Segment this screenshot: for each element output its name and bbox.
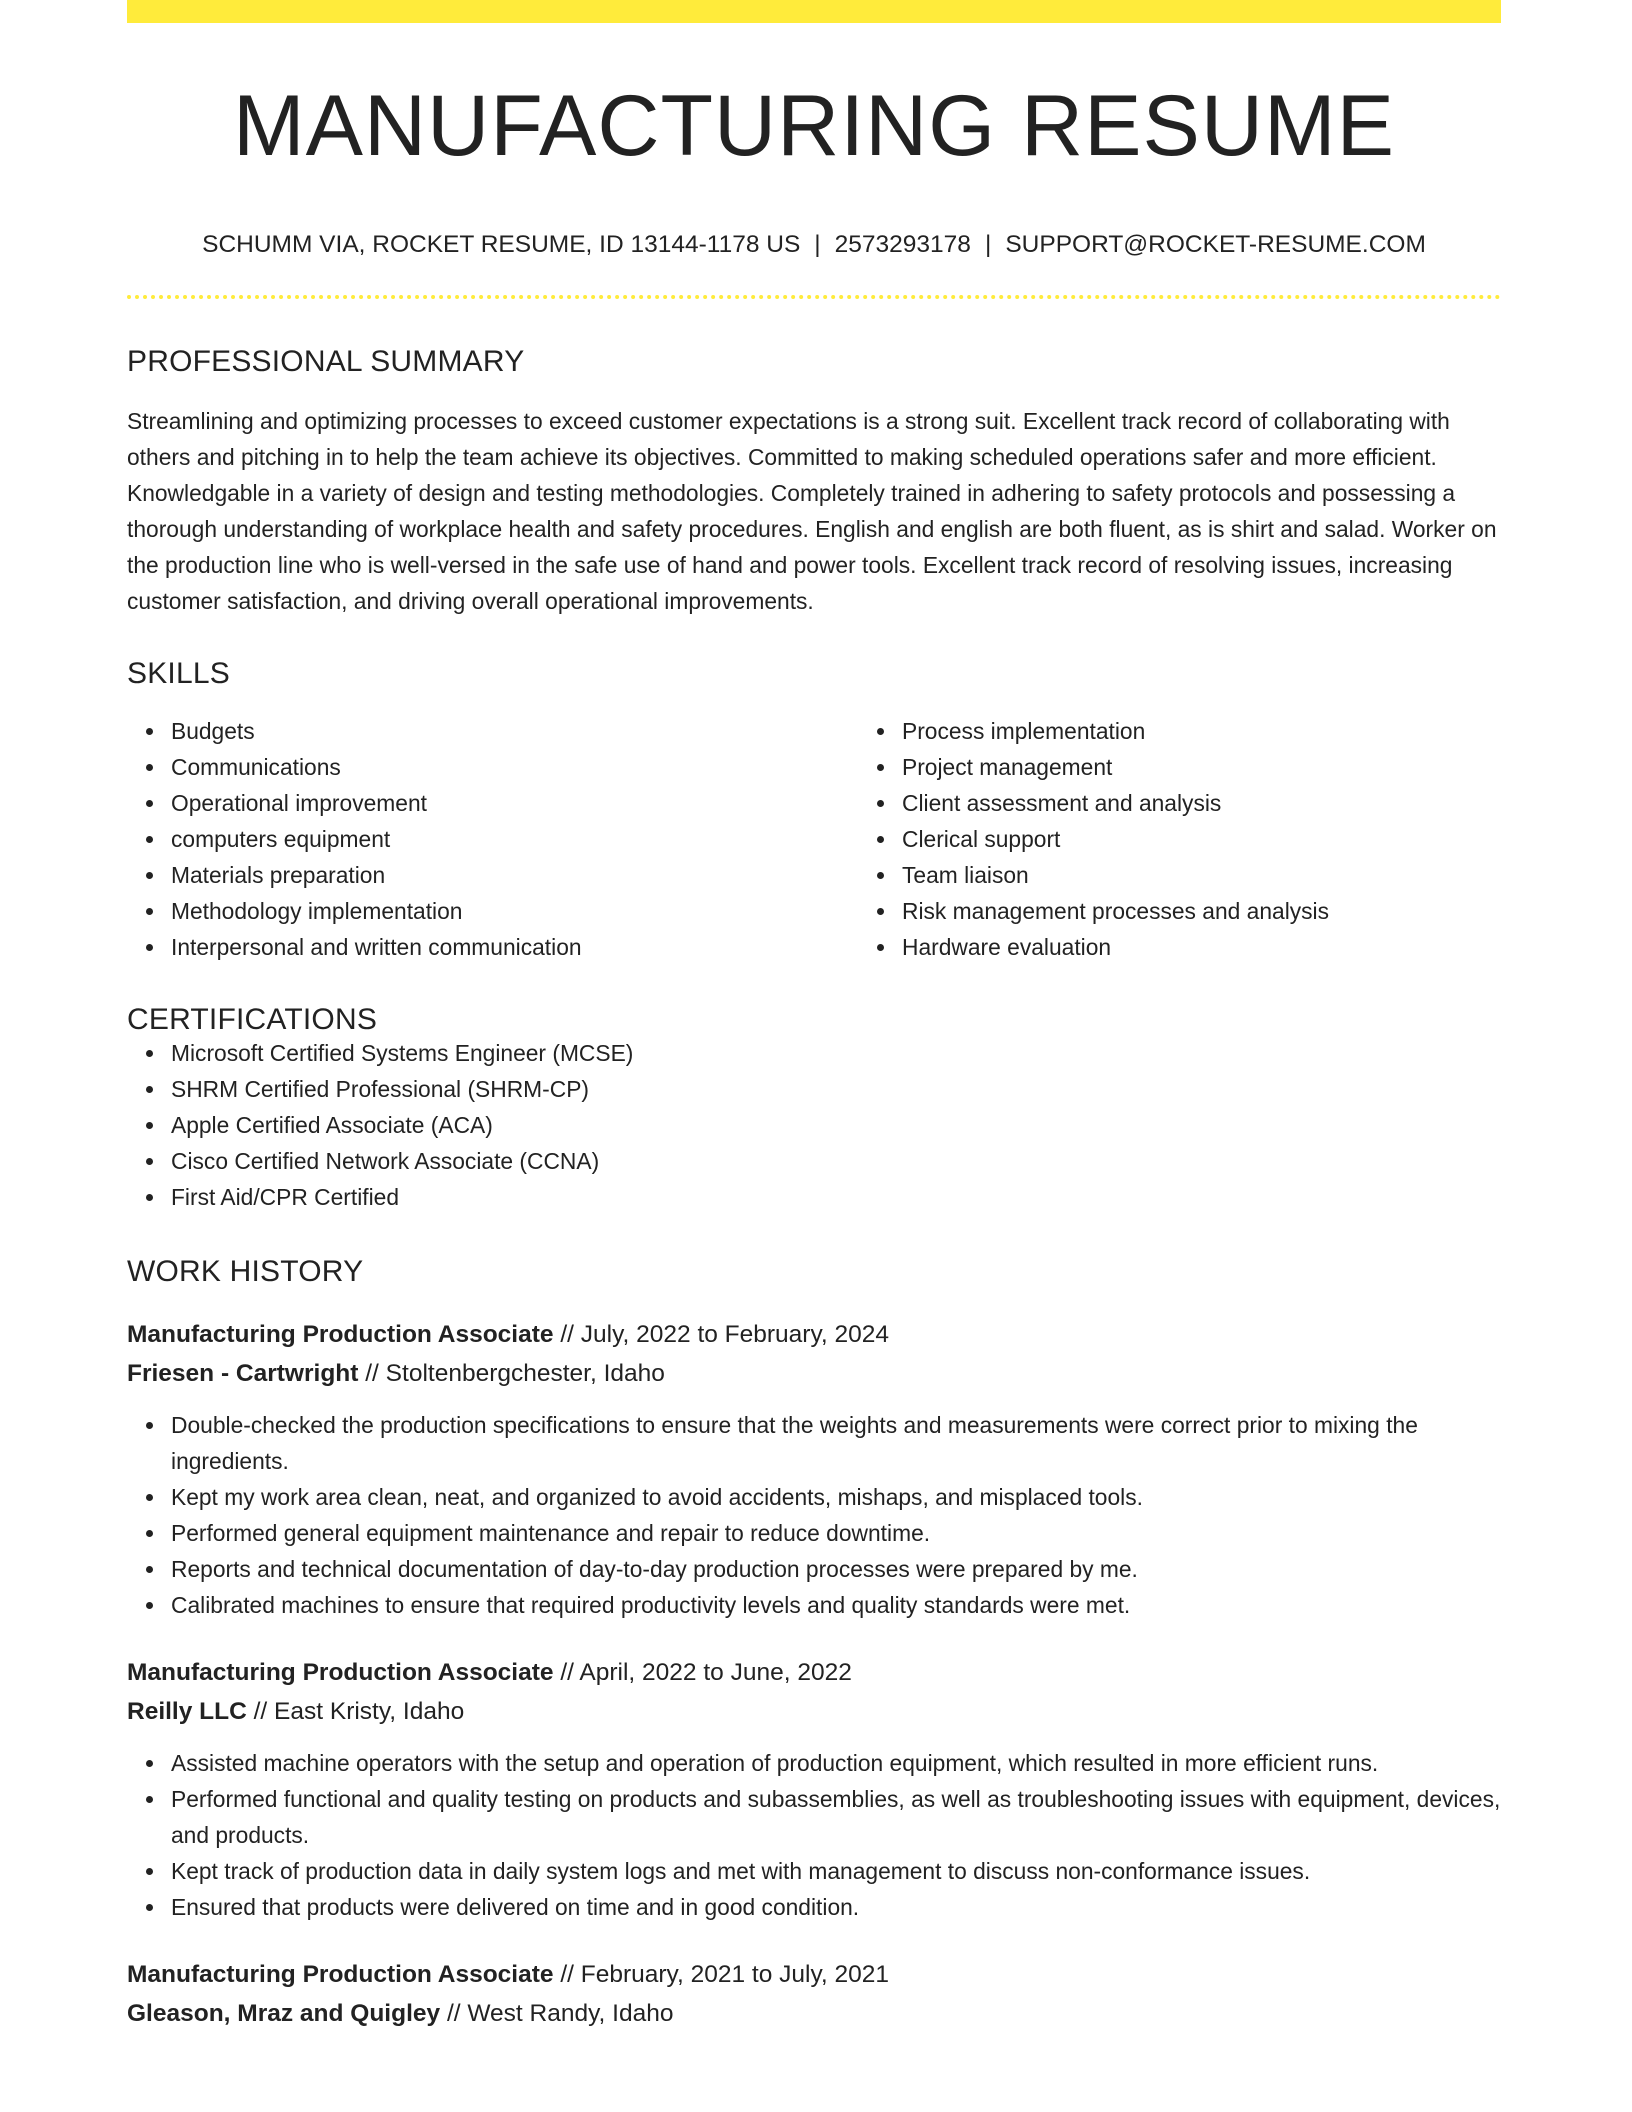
list-item: Budgets bbox=[171, 713, 858, 749]
job-location: // East Kristy, Idaho bbox=[253, 1697, 465, 1725]
contact-separator: | bbox=[814, 231, 821, 258]
job-title-line bbox=[127, 1955, 1501, 1994]
contact-address: SCHUMM VIA, ROCKET RESUME, ID 13144-1178 US bbox=[202, 231, 801, 258]
certifications-heading: CERTIFICATIONS bbox=[127, 1002, 378, 1036]
list-item: Methodology implementation bbox=[171, 893, 858, 929]
header-divider bbox=[127, 295, 1501, 299]
work-history-heading: WORK HISTORY bbox=[127, 1254, 364, 1288]
job-entry bbox=[127, 1653, 1501, 1925]
job-company: Friesen - Cartwright bbox=[127, 1359, 359, 1387]
list-item: Double-checked the production specifications to ensure that the weights and measurements were correct prior to mixing the ingredients. bbox=[171, 1407, 1501, 1479]
job-location: // Stoltenbergchester, Idaho bbox=[365, 1359, 665, 1387]
list-item: Hardware evaluation bbox=[902, 929, 1589, 965]
list-item: Process implementation bbox=[902, 713, 1589, 749]
job-company: Reilly LLC bbox=[127, 1697, 247, 1725]
job-dates: // July, 2022 to February, 2024 bbox=[560, 1320, 890, 1348]
list-item: Performed functional and quality testing on products and subassemblies, as well as troubleshooting issues with equipment, devices, and products. bbox=[171, 1781, 1501, 1853]
job-dates: // February, 2021 to July, 2021 bbox=[560, 1960, 890, 1988]
job-title-line bbox=[127, 1315, 1501, 1354]
job-company-line bbox=[127, 1994, 1501, 2033]
job-title: Manufacturing Production Associate bbox=[127, 1320, 554, 1348]
resume-page bbox=[127, 0, 1501, 2033]
contact-line bbox=[127, 233, 1501, 258]
skills-list-left bbox=[127, 713, 858, 965]
job-entry bbox=[127, 1955, 1501, 2033]
summary-heading: PROFESSIONAL SUMMARY bbox=[127, 344, 525, 378]
certifications-list bbox=[127, 1035, 1501, 1215]
list-item: Materials preparation bbox=[171, 857, 858, 893]
resume-title: MANUFACTURING RESUME bbox=[233, 78, 1395, 174]
list-item: SHRM Certified Professional (SHRM-CP) bbox=[171, 1071, 1501, 1107]
skills-heading: SKILLS bbox=[127, 656, 230, 690]
job-title: Manufacturing Production Associate bbox=[127, 1960, 554, 1988]
job-entry bbox=[127, 1315, 1501, 1623]
job-company: Gleason, Mraz and Quigley bbox=[127, 1999, 441, 2027]
job-duties-list bbox=[127, 1407, 1501, 1623]
list-item: Assisted machine operators with the setup and operation of production equipment, which resulted in more efficient runs. bbox=[171, 1745, 1501, 1781]
list-item: Client assessment and analysis bbox=[902, 785, 1589, 821]
list-item: computers equipment bbox=[171, 821, 858, 857]
job-company-line bbox=[127, 1692, 1501, 1731]
list-item: Interpersonal and written communication bbox=[171, 929, 858, 965]
job-dates: // April, 2022 to June, 2022 bbox=[560, 1658, 852, 1686]
skills-list-right bbox=[858, 713, 1589, 965]
job-title-line bbox=[127, 1653, 1501, 1692]
list-item: First Aid/CPR Certified bbox=[171, 1179, 1501, 1215]
list-item: Ensured that products were delivered on time and in good condition. bbox=[171, 1889, 1501, 1925]
job-location: // West Randy, Idaho bbox=[446, 1999, 674, 2027]
list-item: Kept track of production data in daily system logs and met with management to discuss non-conformance issues. bbox=[171, 1853, 1501, 1889]
job-company-line bbox=[127, 1354, 1501, 1393]
job-title: Manufacturing Production Associate bbox=[127, 1658, 554, 1686]
list-item: Project management bbox=[902, 749, 1589, 785]
list-item: Cisco Certified Network Associate (CCNA) bbox=[171, 1143, 1501, 1179]
list-item: Clerical support bbox=[902, 821, 1589, 857]
list-item: Communications bbox=[171, 749, 858, 785]
list-item: Risk management processes and analysis bbox=[902, 893, 1589, 929]
summary-text: Streamlining and optimizing processes to exceed customer expectations is a strong suit. Excellent track record of collaborating with others and pitching in to help the team achieve its objectives. Committed to making scheduled operations safer and more efficient. Knowledgable in a variety of design and testing methodologies. Completely trained in adhering to safety protocols and possessing a thorough understanding of workplace health and safety procedures. English and english are both fluent, as is shirt and salad. Worker on the production line who is well-versed in the safe use of hand and power tools. Excellent track record of resolving issues, increasing customer satisfaction, and driving overall operational improvements. bbox=[127, 407, 1497, 614]
contact-email: SUPPORT@ROCKET-RESUME.COM bbox=[1005, 231, 1426, 258]
list-item: Microsoft Certified Systems Engineer (MCSE) bbox=[171, 1035, 1501, 1071]
list-item: Team liaison bbox=[902, 857, 1589, 893]
list-item: Operational improvement bbox=[171, 785, 858, 821]
work-history-list bbox=[127, 1315, 1501, 2033]
top-accent-bar bbox=[127, 0, 1501, 23]
list-item: Calibrated machines to ensure that required productivity levels and quality standards were met. bbox=[171, 1587, 1501, 1623]
contact-phone: 2573293178 bbox=[834, 231, 971, 258]
job-duties-list bbox=[127, 1745, 1501, 1925]
contact-separator: | bbox=[984, 231, 992, 258]
list-item: Apple Certified Associate (ACA) bbox=[171, 1107, 1501, 1143]
list-item: Reports and technical documentation of day-to-day production processes were prepared by me. bbox=[171, 1551, 1501, 1587]
list-item: Performed general equipment maintenance and repair to reduce downtime. bbox=[171, 1515, 1501, 1551]
skills-columns bbox=[127, 713, 1501, 965]
list-item: Kept my work area clean, neat, and organized to avoid accidents, mishaps, and misplaced tools. bbox=[171, 1479, 1501, 1515]
